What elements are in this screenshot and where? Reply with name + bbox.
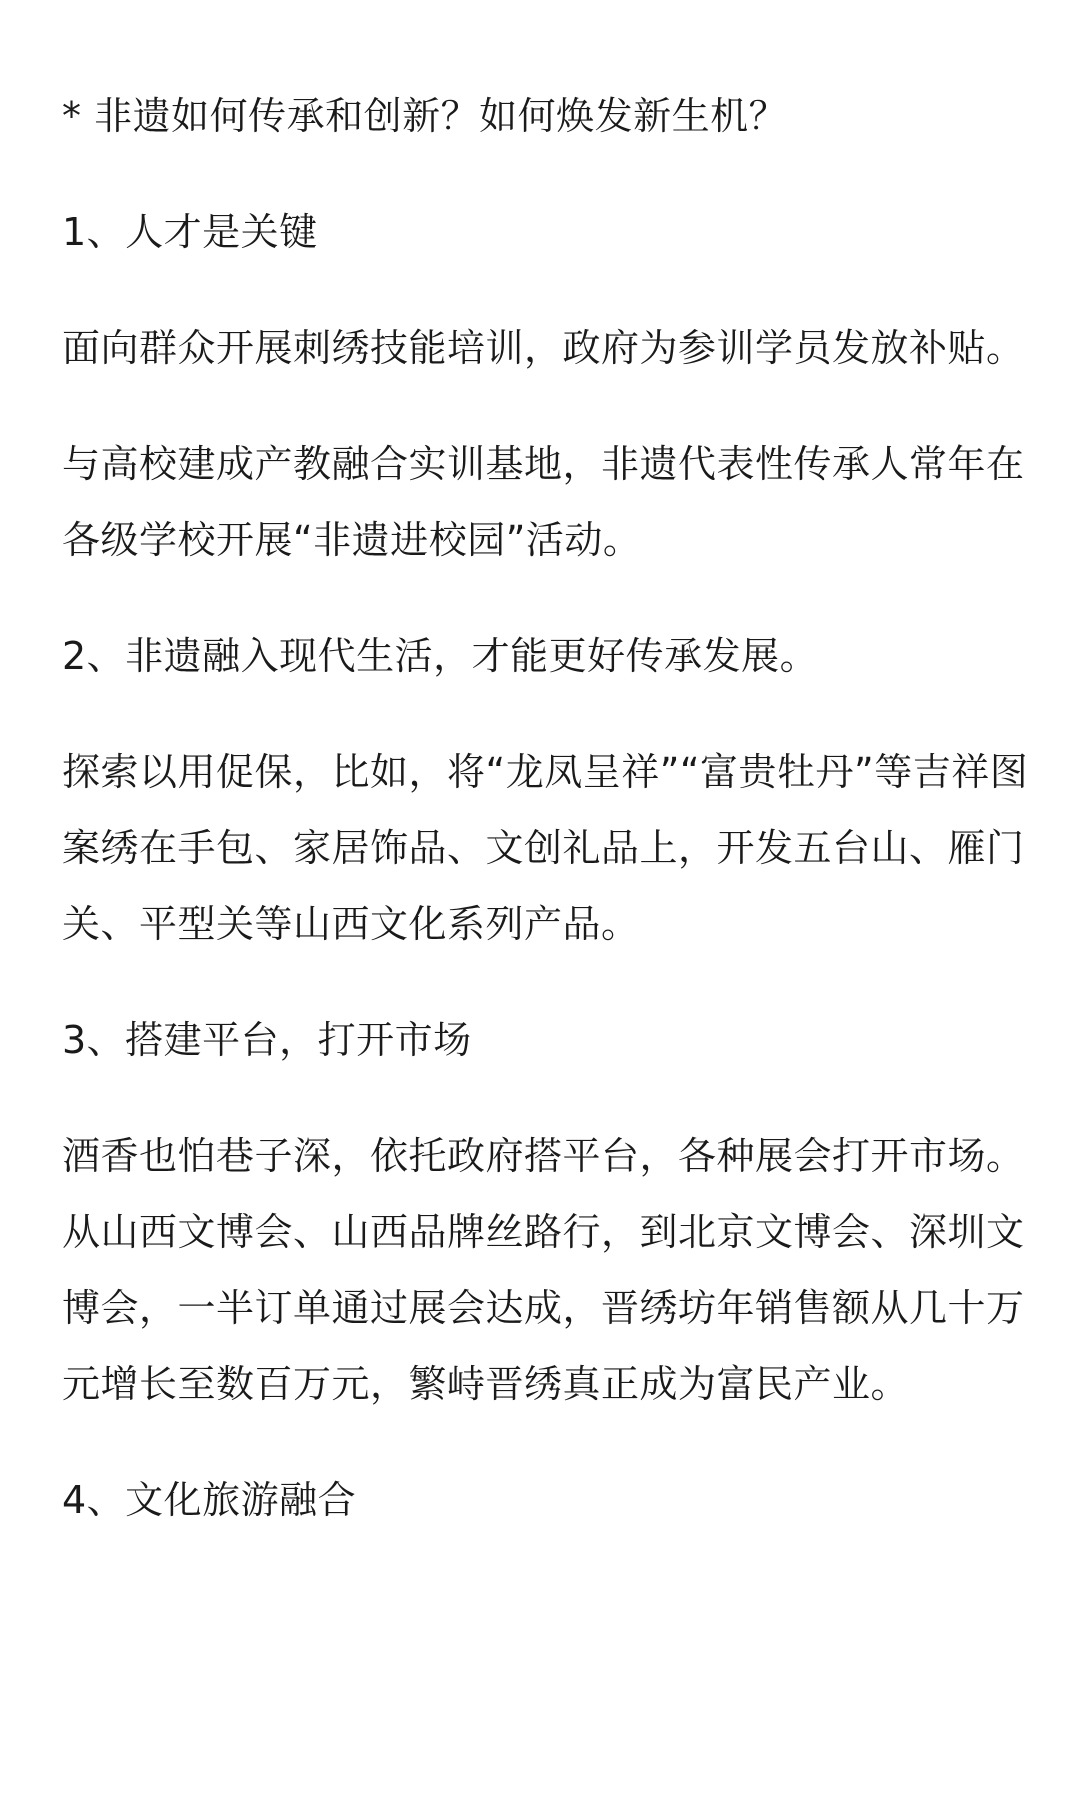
paragraph-use-protect: 探索以用促保，比如，将“龙凤呈祥”“富贵牡丹”等吉祥图案绣在手包、家居饰品、文创礼品上，开发五台山、雁门关、平型关等山西文化系列产品。 (62, 750, 1029, 946)
section-heading-culture-tourism: 4、文化旅游融合 (62, 1478, 357, 1522)
article-body (62, 78, 1042, 1578)
section-heading-platform-market: 3、搭建平台，打开市场 (62, 1018, 472, 1062)
paragraph-training-subsidy: 面向群众开展刺绣技能培训，政府为参训学员发放补贴。 (62, 326, 1025, 370)
section-heading-talent: 1、人才是关键 (62, 210, 318, 254)
section-heading-modern-life: 2、非遗融入现代生活，才能更好传承发展。 (62, 634, 819, 678)
article-question: * 非遗如何传承和创新？如何焕发新生机？ (62, 94, 788, 138)
paragraph-expo-market: 酒香也怕巷子深，依托政府搭平台，各种展会打开市场。从山西文博会、山西品牌丝路行，到北京文博会、深圳文博会，一半订单通过展会达成，晋绣坊年销售额从几十万元增长至数百万元，繁峙晋绣真正成为富民产业。 (62, 1134, 1025, 1406)
paragraph-school-base: 与高校建成产教融合实训基地，非遗代表性传承人常年在各级学校开展“非遗进校园”活动。 (62, 442, 1025, 562)
